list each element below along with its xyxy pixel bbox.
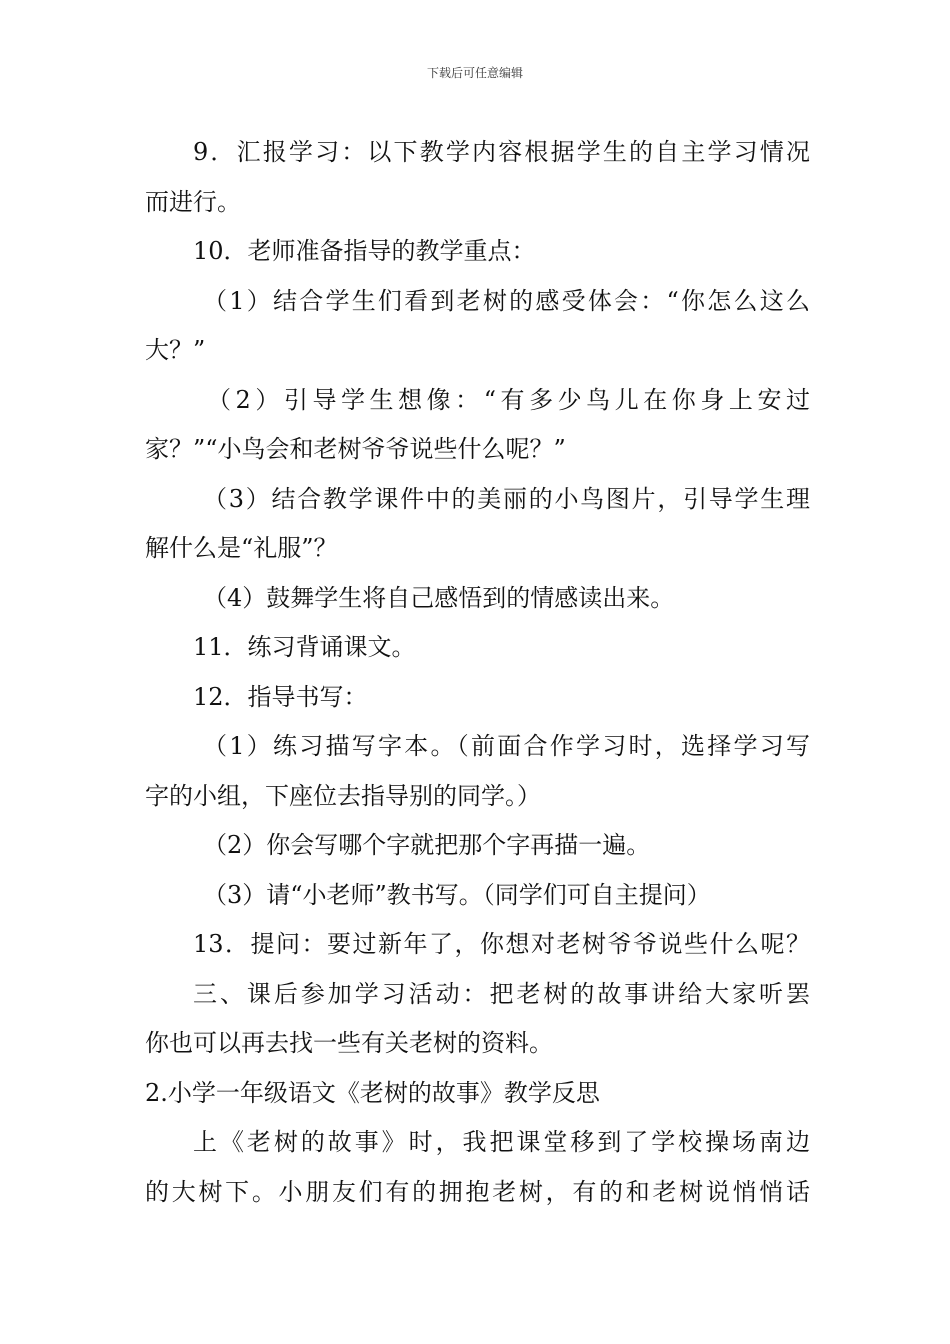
paragraph-line: 13．提问：要过新年了，你想对老树爷爷说些什么呢？ (193, 930, 810, 958)
paragraph-line: 三、课后参加学习活动：把老树的故事讲给大家听罢 (193, 979, 810, 1008)
paragraph-line: 10．老师准备指导的教学重点： (193, 237, 536, 265)
paragraph-line: 大？” (145, 336, 206, 364)
paragraph-line: 11．练习背诵课文。 (193, 633, 416, 661)
paragraph-line: （2）引导学生想像：“有多少鸟儿在你身上安过 (207, 385, 810, 414)
paragraph-line: 你也可以再去找一些有关老树的资料。 (145, 1029, 553, 1057)
page-header: 下载后可任意编辑 (426, 66, 523, 80)
document-body (145, 128, 810, 1217)
paragraph-line: 的大树下。小朋友们有的拥抱老树，有的和老树说悄悄话 (145, 1177, 810, 1206)
paragraph-line: （4）鼓舞学生将自己感悟到的情感读出来。 (203, 583, 675, 612)
section-heading: 2.小学一年级语文《老树的故事》教学反思 (145, 1078, 600, 1107)
paragraph-line: 9．汇报学习：以下教学内容根据学生的自主学习情况 (193, 138, 810, 166)
paragraph-line: （3）请“小老师”教书写。（同学们可自主提问） (203, 880, 711, 909)
paragraph-line: 家？”“小鸟会和老树爷爷说些什么呢？” (145, 435, 566, 463)
paragraph-line: 12．指导书写： (193, 682, 368, 711)
paragraph-line: （1）练习描写字本。（前面合作学习时，选择学习写 (203, 732, 810, 760)
paragraph-line: 上《老树的故事》时，我把课堂移到了学校操场南边 (193, 1128, 810, 1156)
paragraph-line: （2）你会写哪个字就把那个字再描一遍。 (203, 831, 651, 859)
paragraph-line: 解什么是“礼服”？ (145, 534, 338, 562)
paragraph-line: （3）结合教学课件中的美丽的小鸟图片，引导学生理 (203, 484, 810, 513)
paragraph-line: （1）结合学生们看到老树的感受体会：“你怎么这么 (203, 286, 810, 315)
paragraph-line: 而进行。 (145, 187, 241, 216)
paragraph-line: 字的小组，下座位去指导别的同学。） (145, 781, 541, 810)
